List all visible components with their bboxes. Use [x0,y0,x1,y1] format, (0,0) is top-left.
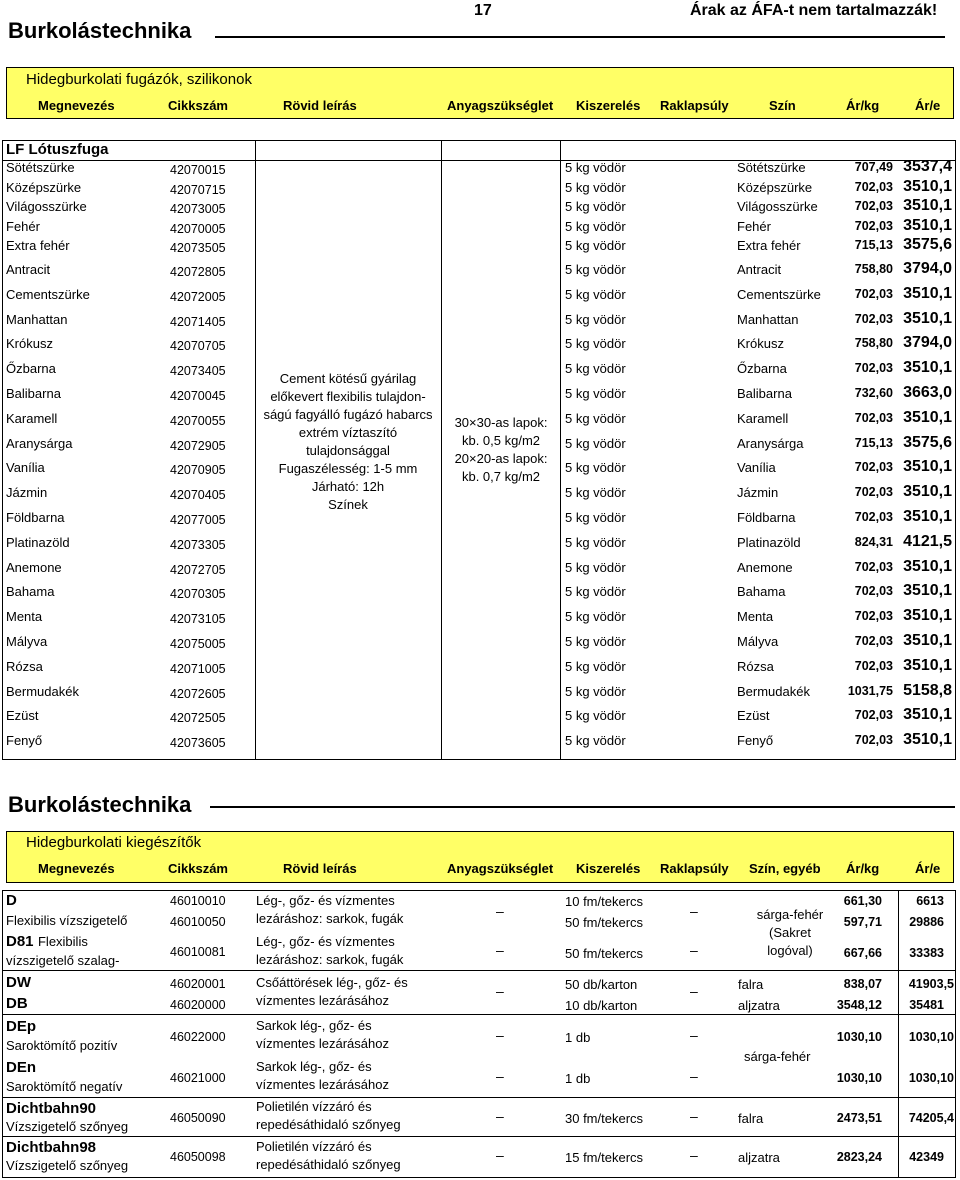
row-code: 42070705 [170,339,226,354]
row-name: Manhattan [6,311,68,327]
pack-size: 10 fm/tekercs [565,894,644,909]
row-color: Földbarna [737,510,796,525]
price-e: 35481 [909,998,944,1012]
row-code: 42072805 [170,265,226,279]
product-name: Dichtbahn90 [6,1100,97,1117]
col-megnevezes: Megnevezés [38,861,115,876]
pallet-dash: – [690,1108,698,1124]
row-price-e: 3510,1 [903,656,952,674]
row-price-kg: 702,03 [854,708,893,723]
section2-title: Hidegburkolati kiegészítők [26,834,202,851]
row-price-e: 3575,6 [903,236,952,253]
col-ar-e: Ár/e [915,861,941,876]
col-cikkszam: Cikkszám [168,98,228,113]
price-kg: 2473,51 [836,1111,882,1125]
row-name: Mályva [6,634,48,649]
row-name: Rózsa [6,658,43,674]
row-price-e: 3537,4 [903,158,952,175]
description-line: Színek [328,497,368,512]
row-price-e: 3575,6 [903,433,952,451]
row-pack: 5 kg vödör [565,658,626,674]
row-price-e: 3510,1 [903,458,952,476]
consumption-dash: – [496,983,504,999]
price-e: 74205,4 [908,1111,954,1125]
price-kg: 2823,24 [836,1150,882,1164]
row-name: Antracit [6,262,51,277]
row-code: 42071005 [170,661,226,676]
description-line: Cement kötésű gyárilag [279,371,417,386]
row-name: Középszürke [6,179,82,195]
row-code: 42073005 [170,202,226,216]
pallet-dash: – [690,903,698,919]
product-name: DEn [6,1059,36,1076]
row-price-kg: 702,03 [854,658,893,673]
product-title: LF Lótuszfuga [6,141,109,158]
brand-title: Burkolástechnika [8,18,192,43]
product-subtitle: vízszigetelő szalag- [6,953,120,968]
consumption-dash: – [496,1027,504,1043]
product-desc [256,933,403,969]
product-code: 46010081 [170,945,226,959]
row-price-kg: 702,03 [854,609,893,624]
row-color: Extra fehér [737,238,801,253]
price-kg: 667,66 [843,946,882,960]
row-color: Balibarna [737,386,792,401]
row-color: Anemone [737,559,793,575]
color-value: aljzatra [738,998,780,1013]
row-price-e: 3510,1 [903,284,952,302]
product-code: 46010050 [170,915,226,929]
pack-size: 50 db/karton [565,977,638,992]
product-desc: Lég-, gőz- és vízmentes [256,893,395,908]
col-megnevezes: Megnevezés [38,98,115,113]
row-name: Ezüst [6,708,39,724]
desc-line: repedésáthidaló szőnyeg [256,1117,401,1132]
row-pack: 5 kg vödör [565,386,626,401]
product-code: 46020001 [170,977,226,991]
row-color: Aranysárga [737,435,804,451]
row-color: Sötétszürke [737,160,806,175]
consumption-line: kb. 0,7 kg/m2 [461,469,541,484]
row-pack: 5 kg vödör [565,708,626,724]
price-e: 33383 [909,946,944,960]
row-pack: 5 kg vödör [565,733,626,749]
col-szin: Szín [769,98,796,113]
product-subtitle: Flexibilis vízszigetelő [6,913,128,928]
row-price-e: 5158,8 [903,681,952,699]
consumption-info [443,414,559,486]
description-line: ságú fagyálló fugázó habarcs [263,407,433,422]
row-price-e: 3510,1 [903,508,952,525]
section2-brand: Burkolástechnika [8,792,192,817]
desc-line: vízmentes lezárásához [256,993,389,1008]
section2-rule [210,806,955,808]
pack-size: 10 db/karton [565,998,638,1013]
row-name: Platinazöld [6,534,70,550]
row-price-kg: 702,03 [854,559,893,574]
row-code: 42075005 [170,637,226,651]
row-price-kg: 715,13 [854,435,893,450]
row-price-e: 3510,1 [903,408,952,426]
row-pack: 5 kg vödör [565,286,626,302]
row-code: 42070715 [170,182,226,197]
product-code: 46010010 [170,894,226,908]
row-name: Karamell [6,410,58,426]
product-desc [256,1017,389,1053]
desc-line: Lég-, gőz- és vízmentes [256,934,395,949]
row-code: 42073505 [170,241,226,255]
pack-size: 1 db [565,1071,591,1086]
row-color: Fenyő [737,733,774,749]
price-kg: 1030,10 [836,1030,882,1044]
row-price-e: 3510,1 [903,731,952,749]
row-price-e: 3510,1 [903,483,952,501]
row-color: Karamell [737,410,789,426]
row-name: Anemone [6,559,62,575]
col-rovid-leiras: Rövid leírás [283,98,357,113]
color-line: (Sakret [769,925,811,940]
row-price-kg: 702,03 [854,218,893,233]
price-e: 42349 [909,1150,944,1164]
row-name: Fehér [6,218,40,234]
pack-size: 50 fm/tekercs [565,915,644,930]
col-szin-egyeb: Szín, egyéb [749,861,821,876]
row-price-kg: 702,03 [854,179,893,194]
desc-line: lezáráshoz: sarkok, fugák [256,952,404,967]
row-name: Extra fehér [6,238,70,253]
product-subtitle: Vízszigetelő szőnyeg [6,1158,129,1173]
row-color: Bermudakék [737,683,810,699]
row-pack: 5 kg vödör [565,361,626,377]
consumption-dash: – [496,942,504,958]
row-color: Őzbarna [737,361,787,377]
product-desc [256,1098,401,1134]
product-name: D81 [6,933,34,950]
desc-line: vízmentes lezárásához [256,1077,389,1092]
row-code: 42072005 [170,289,226,304]
col-anyagszukseglet: Anyagszükséglet [447,861,554,876]
desc-line: Sarkok lég-, gőz- és [256,1059,372,1074]
product-name: DEp [6,1018,36,1035]
description-line: extrém víztaszító [298,425,398,440]
row-pack: 5 kg vödör [565,485,626,501]
row-price-e: 3510,1 [903,632,952,649]
row-code: 42073405 [170,364,226,379]
product-code: 46050098 [170,1150,226,1164]
col-divider-desc-right [441,140,442,760]
col-raklapsuly: Raklapsúly [660,861,729,876]
product-subtitle: Saroktömítő pozitív [6,1038,118,1053]
row-price-e: 3510,1 [903,197,952,214]
row-price-e: 3510,1 [903,359,952,377]
section1-title: Hidegburkolati fugázók, szilikonok [26,71,252,88]
row-name: Világosszürke [6,199,87,214]
row-pack: 5 kg vödör [565,410,626,426]
description-line: előkevert flexibilis tulajdon- [270,389,426,404]
consumption-dash: – [496,1068,504,1084]
row-name: Menta [6,609,43,625]
row-price-e: 3794,0 [903,260,952,277]
price-e: 1030,10 [908,1030,954,1044]
row-color: Antracit [737,262,782,277]
row-color: Jázmin [737,485,779,501]
row-color: Krókusz [737,336,784,352]
pack-size: 30 fm/tekercs [565,1111,644,1126]
price-e: 1030,10 [908,1071,954,1085]
row-color: Ezüst [737,708,770,724]
product-name-row [6,933,88,951]
row-code: 42070905 [170,463,226,478]
row-code: 42070045 [170,389,226,403]
group-divider-1 [2,970,956,971]
price-kg: 661,30 [843,894,882,908]
row-price-e: 3510,1 [903,309,952,327]
col-kiszereles: Kiszerelés [576,861,641,876]
row-pack: 5 kg vödör [565,179,626,195]
price-e: 29886 [909,915,944,929]
row-name: Őzbarna [6,361,56,377]
row-price-kg: 702,03 [854,634,893,648]
row-price-kg: 702,03 [854,460,893,475]
row-color: Platinazöld [737,534,801,550]
row-pack: 5 kg vödör [565,584,626,600]
row-price-kg: 702,03 [854,584,893,599]
row-color: Mályva [737,634,779,649]
col-ar-kg: Ár/kg [846,98,880,113]
price-e: 6613 [916,894,944,908]
product-subtitle: Saroktömítő negatív [6,1079,123,1094]
product-name: Dichtbahn98 [6,1139,97,1156]
product-desc: lezáráshoz: sarkok, fugák [256,911,404,926]
row-price-kg: 715,13 [854,238,893,252]
row-name: Bermudakék [6,683,79,699]
row-price-e: 3510,1 [903,216,952,234]
row-name: Fenyő [6,733,43,749]
product-name: D [6,892,17,909]
title-row-divider [2,160,956,161]
row-pack: 5 kg vödör [565,634,626,649]
product-code: 46020000 [170,998,226,1012]
desc-line: Csőáttörések lég-, gőz- és [256,975,408,990]
row-price-kg: 702,03 [854,410,893,425]
pack-size: 50 fm/tekercs [565,946,644,961]
pallet-dash: – [690,1027,698,1043]
row-pack: 5 kg vödör [565,683,626,699]
product-name: DW [6,974,31,991]
desc-line: Polietilén vízzáró és [256,1099,372,1114]
desc-line: repedésáthidaló szőnyeg [256,1157,401,1172]
row-pack: 5 kg vödör [565,199,626,214]
row-name: Cementszürke [6,286,90,302]
desc-line: vízmentes lezárásához [256,1036,389,1051]
row-name: Bahama [6,584,55,600]
col-kiszereles: Kiszerelés [576,98,641,113]
row-price-kg: 702,03 [854,311,893,326]
pallet-dash: – [690,942,698,958]
row-code: 42070405 [170,488,226,503]
row-color: Cementszürke [737,286,821,302]
row-pack: 5 kg vödör [565,609,626,625]
row-code: 42072905 [170,438,226,453]
group-divider-4 [2,1136,956,1137]
row-pack: 5 kg vödör [565,510,626,525]
product-description [258,370,438,514]
desc-line: Polietilén vízzáró és [256,1139,372,1154]
row-price-kg: 702,03 [854,485,893,500]
row-price-e: 3510,1 [903,557,952,575]
color-line: sárga-fehér [756,907,824,922]
row-code: 42073605 [170,736,226,751]
row-price-kg: 702,03 [854,199,893,213]
row-color: Középszürke [737,179,813,195]
row-pack: 5 kg vödör [565,534,626,550]
product-desc [256,1138,401,1174]
col-raklapsuly: Raklapsúly [660,98,729,113]
description-line: tulajdonsággal [306,443,390,458]
row-pack: 5 kg vödör [565,460,626,476]
row-color: Rózsa [737,658,774,674]
row-name: Balibarna [6,386,61,401]
price-kg: 838,07 [843,977,882,991]
product-code: 46022000 [170,1030,226,1044]
product-code: 46021000 [170,1071,226,1085]
row-code: 42070055 [170,413,226,428]
pack-size: 15 fm/tekercs [565,1150,644,1165]
row-pack: 5 kg vödör [565,435,626,451]
row-price-kg: 732,60 [854,386,893,400]
price-kg: 597,71 [843,915,882,929]
row-name: Vanília [6,460,45,476]
row-color: Menta [737,609,774,625]
color-value: falra [738,977,764,992]
color-value: falra [738,1111,764,1126]
page-number: 17 [474,2,492,19]
row-color: Vanília [737,460,776,476]
row-code: 42071405 [170,314,226,329]
row-name: Aranysárga [6,435,73,451]
header-rule [215,36,945,38]
row-code: 42077005 [170,513,226,527]
product-desc [256,1058,389,1094]
consumption-line: 20×20-as lapok: [454,451,548,466]
product-subtitle: Flexibilis [37,934,88,949]
row-price-e: 3510,1 [903,582,952,600]
pallet-dash: – [690,983,698,999]
description-line: Járható: 12h [311,479,385,494]
col-ar-e: Ár/e [915,98,941,113]
row-price-kg: 1031,75 [847,683,893,698]
row-pack: 5 kg vödör [565,559,626,575]
row-price-kg: 702,03 [854,361,893,376]
col-anyagszukseglet: Anyagszükséglet [447,98,554,113]
row-name: Jázmin [6,485,48,501]
consumption-line: kb. 0,5 kg/m2 [461,433,541,448]
col-rovid-leiras: Rövid leírás [283,861,357,876]
pack-size: 1 db [565,1030,591,1045]
row-price-kg: 702,03 [854,510,893,524]
pallet-dash: – [690,1147,698,1163]
group-divider-3 [2,1097,956,1098]
row-code: 42072605 [170,686,226,701]
col-cikkszam: Cikkszám [168,861,228,876]
product-code: 46050090 [170,1111,226,1125]
row-price-e: 4121,5 [903,532,952,550]
group-divider-2 [2,1014,956,1015]
consumption-dash: – [496,903,504,919]
price-kg: 3548,12 [836,998,882,1012]
row-code: 42072505 [170,711,226,726]
row-pack: 5 kg vödör [565,160,626,175]
row-name: Krókusz [6,336,53,352]
row-code: 42070305 [170,587,226,602]
row-name: Földbarna [6,510,65,525]
product-name: DB [6,995,28,1012]
row-pack: 5 kg vödör [565,336,626,352]
row-pack: 5 kg vödör [565,262,626,277]
col-divider-desc-left [255,140,256,760]
price-kg: 1030,10 [836,1071,882,1085]
row-price-kg: 758,80 [854,262,893,276]
consumption-line: 30×30-as lapok: [454,415,548,430]
row-pack: 5 kg vödör [565,311,626,327]
row-code: 42073105 [170,612,226,627]
row-code: 42070015 [170,163,226,177]
row-price-kg: 707,49 [854,160,893,174]
color-value: sárga-fehér [744,1049,811,1064]
product-subtitle: Vízszigetelő szőnyeg [6,1119,129,1134]
row-price-kg: 758,80 [854,336,893,351]
row-price-kg: 702,03 [854,286,893,301]
row-color: Manhattan [737,311,799,327]
row-price-kg: 702,03 [854,733,893,748]
row-pack: 5 kg vödör [565,218,626,234]
row-name: Sötétszürke [6,160,75,175]
row-price-e: 3510,1 [903,706,952,724]
row-color: Bahama [737,584,786,600]
color-line: logóval) [767,943,813,958]
row-price-e: 3510,1 [903,607,952,625]
consumption-dash: – [496,1108,504,1124]
col-divider-consumption-right [560,140,561,760]
row-price-e: 3794,0 [903,334,952,352]
row-code: 42073305 [170,537,226,552]
color-value: aljzatra [738,1150,780,1165]
pallet-dash: – [690,1068,698,1084]
desc-line: Sarkok lég-, gőz- és [256,1018,372,1033]
row-color: Világosszürke [737,199,818,214]
price-note: Árak az ÁFA-t nem tartalmazzák! [690,2,938,19]
col-ar-kg: Ár/kg [846,861,880,876]
row-pack: 5 kg vödör [565,238,626,253]
product-desc [256,974,408,1010]
row-code: 42072705 [170,562,226,577]
row-price-e: 3663,0 [903,384,952,401]
description-line: Fugaszélesség: 1-5 mm [278,461,418,476]
price-e: 41903,5 [908,977,954,991]
row-price-kg: 824,31 [854,534,893,549]
row-price-e: 3510,1 [903,177,952,195]
row-color: Fehér [737,218,771,234]
consumption-dash: – [496,1147,504,1163]
row-code: 42070005 [170,221,226,236]
